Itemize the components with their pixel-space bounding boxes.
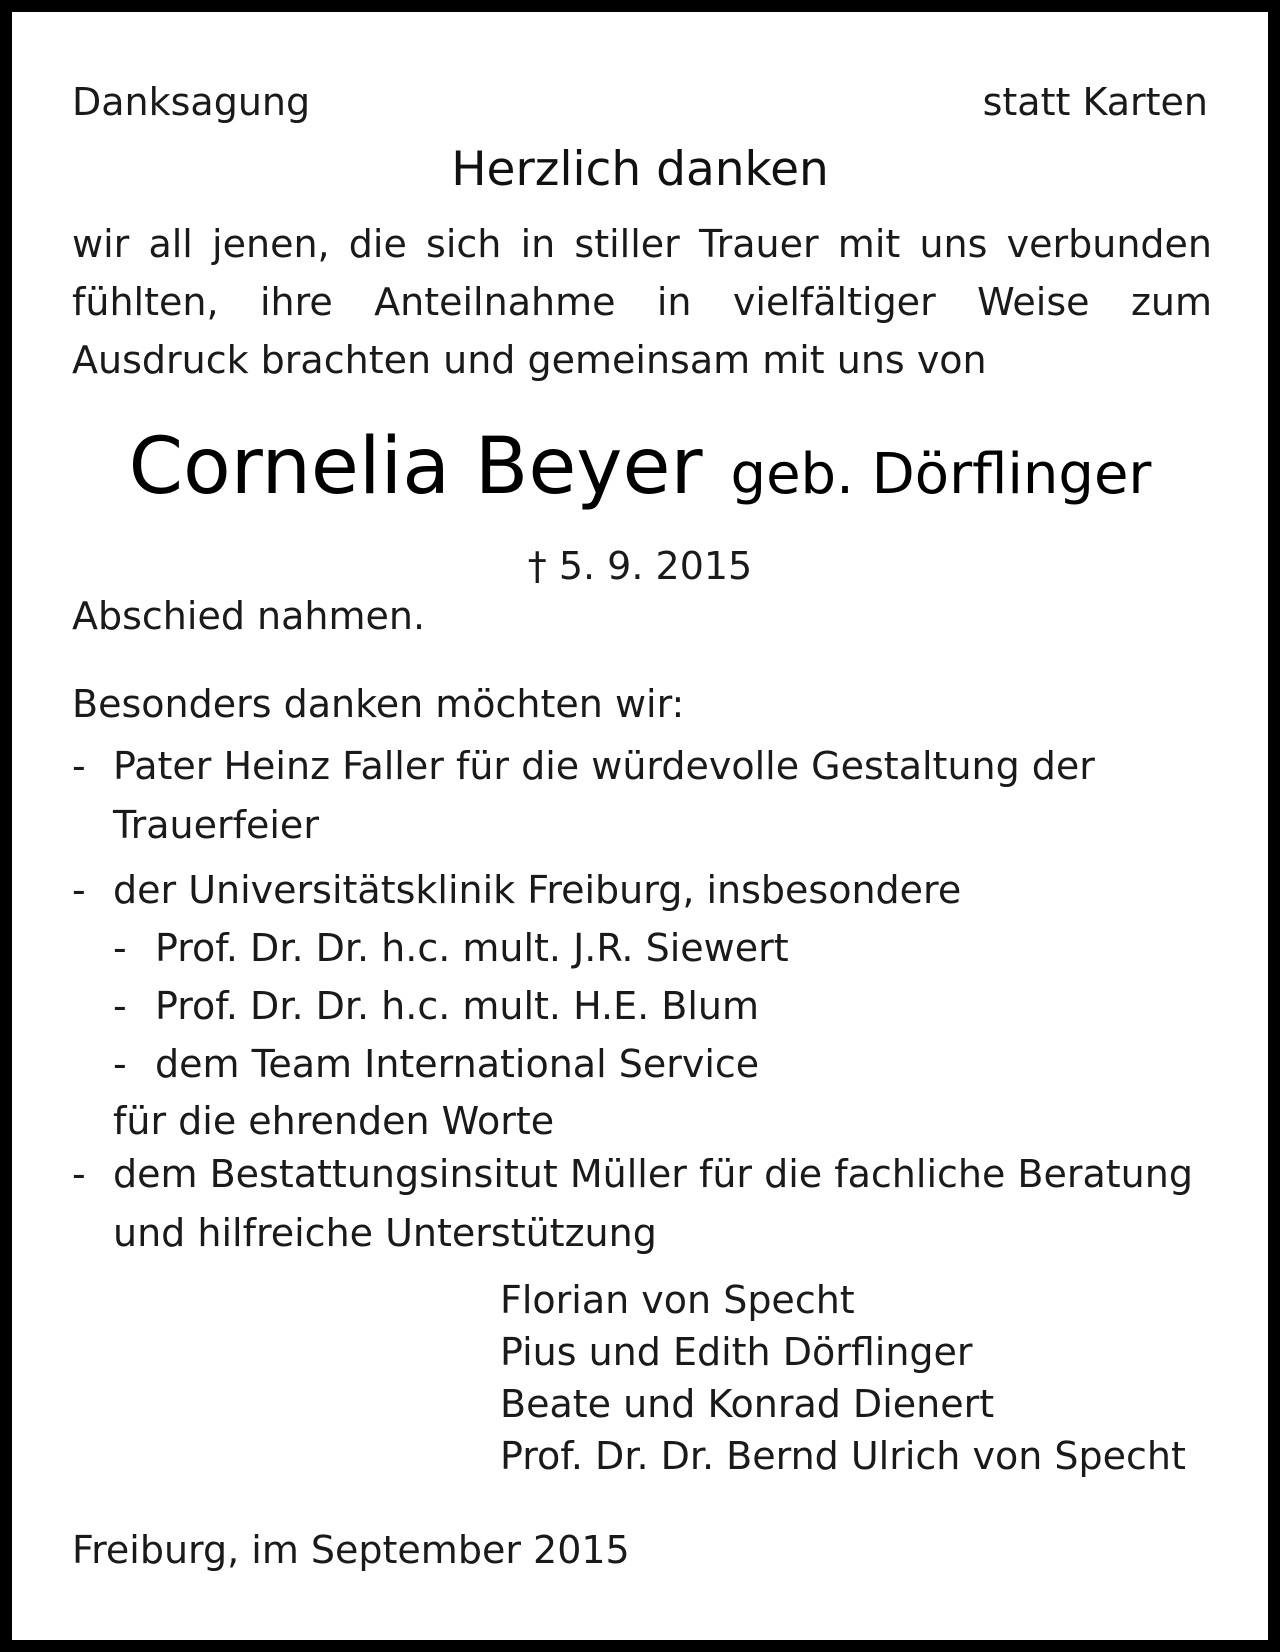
farewell-text: Abschied nahmen.: [72, 594, 426, 638]
thanks-subitem-text: Prof. Dr. Dr. h.c. mult. J.R. Siewert: [155, 926, 789, 970]
thanks-item-text: dem Bestattungsinsitut Müller für die fachliche Beratung: [113, 1152, 1193, 1196]
thanks-item-text: der Universitätsklinik Freiburg, insbesondere: [113, 868, 962, 912]
thanks-item-text: für die ehrenden Worte: [113, 1099, 555, 1143]
sublist-bullet: -: [113, 926, 127, 970]
intro-paragraph: [72, 215, 1212, 389]
deceased-name: Cornelia Beyer: [128, 422, 703, 512]
thanks-subitem-text: Prof. Dr. Dr. h.c. mult. H.E. Blum: [155, 984, 759, 1028]
thanks-subitem-text: dem Team International Service: [155, 1042, 760, 1086]
list-bullet: -: [72, 1152, 86, 1196]
signatory-name: Florian von Specht: [500, 1278, 855, 1322]
signatory-name: Prof. Dr. Dr. Bernd Ulrich von Specht: [500, 1434, 1186, 1478]
sublist-bullet: -: [113, 1042, 127, 1086]
notice-heading: Herzlich danken: [451, 142, 829, 197]
notice-label: Danksagung: [72, 80, 311, 124]
deceased-birth-name: geb. Dörflinger: [730, 442, 1152, 507]
thanks-item-text: Pater Heinz Faller für die würdevolle Gestaltung der: [113, 744, 1095, 788]
list-bullet: -: [72, 744, 86, 788]
notice-note: statt Karten: [982, 80, 1208, 124]
intro-line: fühlten, ihre Anteilnahme in vielfältiger Weise zum: [72, 280, 1212, 324]
thanks-intro: Besonders danken möchten wir:: [72, 682, 685, 726]
intro-line: wir all jenen, die sich in stiller Trauer mit uns verbunden: [72, 222, 1212, 266]
deceased-name-block: [0, 422, 1280, 512]
thanks-item-text: Trauerfeier: [113, 803, 319, 847]
thanks-item-text: und hilfreiche Unterstützung: [113, 1211, 657, 1255]
intro-line: Ausdruck brachten und gemeinsam mit uns von: [72, 338, 987, 382]
place-date: Freiburg, im September 2015: [72, 1528, 630, 1572]
signatory-name: Pius und Edith Dörflinger: [500, 1330, 973, 1374]
list-bullet: -: [72, 868, 86, 912]
death-date: † 5. 9. 2015: [527, 544, 753, 588]
sublist-bullet: -: [113, 984, 127, 1028]
signatory-name: Beate und Konrad Dienert: [500, 1382, 995, 1426]
